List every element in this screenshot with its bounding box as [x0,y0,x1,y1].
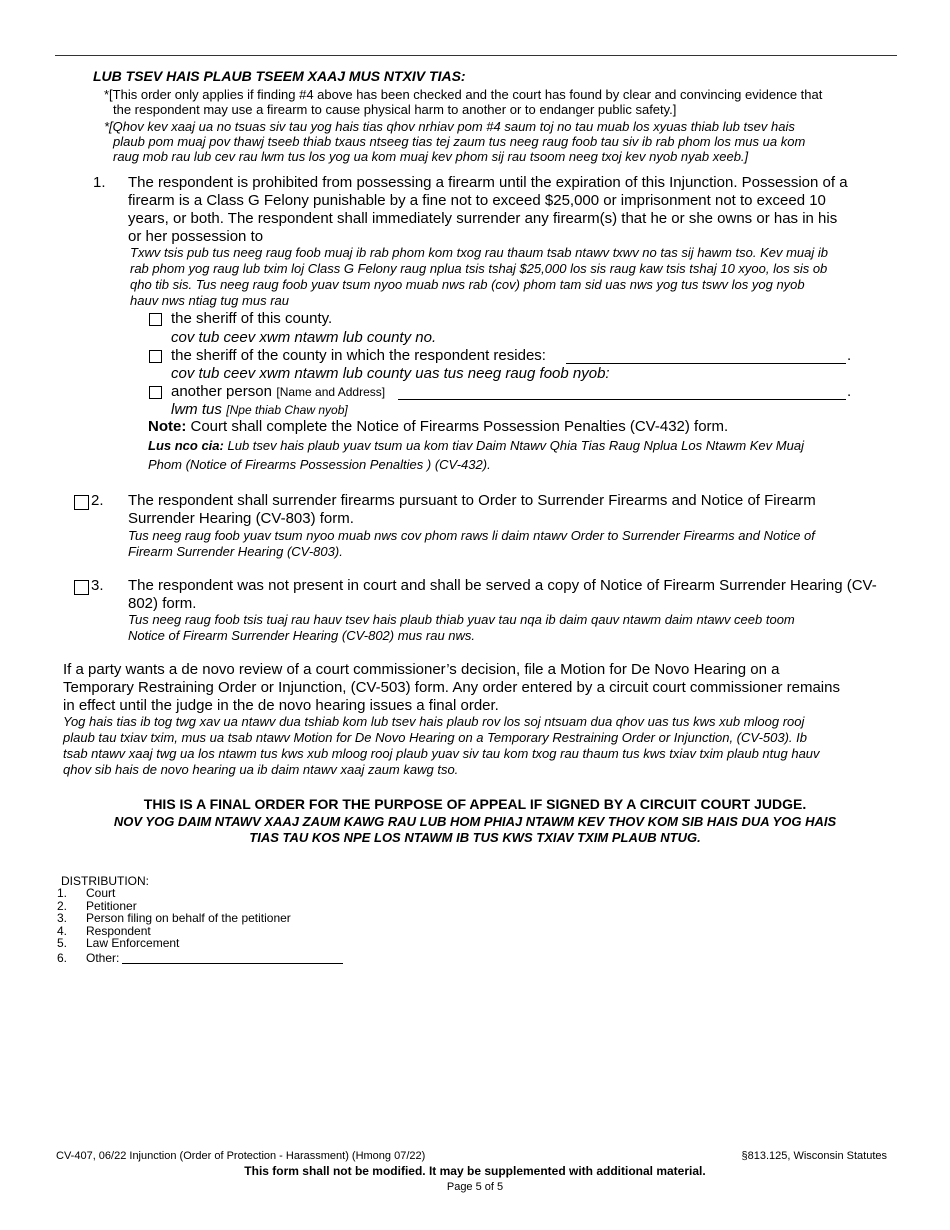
intro-english-2: the respondent may use a firearm to cause physical harm to another or to endanger public safety.] [113,102,677,117]
modification-notice: This form shall not be modified. It may be supplemented with additional material. [244,1164,706,1178]
item1-number: 1. [93,174,106,191]
item1-english-4: or her possession to [128,228,264,245]
option-another-person [171,383,385,401]
option-another-hmong [171,401,348,419]
option-another-hmong-label: lwm tus [171,401,222,418]
denovo-hmong-1: Yog hais tias ib tog twg xav ua ntawv dua tshiab kom lub tsev hais plaub rov los soj ntsuam dua qhov uas tus kws xub mloog rooj [63,714,805,729]
final-order-english: THIS IS A FINAL ORDER FOR THE PURPOSE OF APPEAL IF SIGNED BY A CIRCUIT COURT JUDGE. [143,796,807,812]
note-text: Court shall complete the Notice of Firearms Possession Penalties (CV-432) form. [190,418,729,435]
option-sheriff-resides-hmong: cov tub ceev xwm ntawm lub county uas tus neeg raug foob nyob: [171,365,610,382]
option-sheriff-county: the sheriff of this county. [171,310,333,327]
distribution-num: 2. [57,898,68,913]
other-distribution-field[interactable] [122,952,343,964]
note-hmong-text: Lub tsev hais plaub yuav tsum ua kom tiav Daim Ntawv Qhia Tias Raug Nplua Los Ntawm Kev Muaj [227,438,804,453]
item1-hmong-1: Txwv tsis pub tus neeg raug foob muaj ib rab phom kom txog rau thaum tsab ntawv txwv no tas sij hawm tso. Kev muaj ib [130,245,828,260]
item2-hmong-2: Firearm Surrender Hearing (CV-803). [128,544,343,559]
item2-english-1: The respondent shall surrender firearms pursuant to Order to Surrender Firearms and Notice of Firearm [128,492,816,509]
distribution-item [57,952,343,965]
item3-english-2: 802) form. [128,595,197,612]
distribution-item [57,937,343,950]
field-period: . [847,347,852,364]
option-another-label: another person [171,383,272,400]
item3-hmong-2: Notice of Firearm Surrender Hearing (CV-802) mus rau nws. [128,628,476,643]
field-period: . [847,383,852,400]
sheriff-county-field[interactable] [566,347,846,364]
form-id: CV-407, 06/22 Injunction (Order of Protection - Harassment) (Hmong 07/22) [56,1150,426,1162]
item1-hmong-2: rab phom yog raug lub txim loj Class G Felony raug nplua tsis tshaj $25,000 los sis raug kaw tsis tshaj 10 xyoo, los sis ob [130,261,828,276]
intro-hmong-2: plaub pom muaj pov thawj tseeb thiab txaus ntseeg tias tej zaum tus neeg raug foob tau siv ib rab phom los mus ua kom [113,134,806,149]
final-order-hmong-2: TIAS TAU KOS NPE LOS NTAWM IB TUS KWS TXIAV TXIM PLAUB NTUG. [249,830,701,845]
note-label: Note: [148,418,187,435]
page-number: Page 5 of 5 [446,1181,504,1193]
distribution-list [57,887,343,964]
item2-number: 2. [91,492,104,509]
item2-hmong-1: Tus neeg raug foob yuav tsum nyoo muab nws cov phom raws li daim ntawv Order to Surrender Firearms and Notice of [128,528,815,543]
denovo-english-3: in effect until the judge in the de novo hearing issues a final order. [63,697,499,714]
distribution-label: Petitioner [86,898,137,913]
top-rule [55,55,897,56]
item1-hmong-4: hauv nws ntiag tug mus rau [130,293,289,308]
item1-hmong-3: qho tib sis. Tus neeg raug foob yuav tsum nyoo muab nws rab (cov) phom tam sid uas nws yog tus tswv los yog nyob [130,277,805,292]
note-hmong-1 [148,438,804,454]
checkbox-item2[interactable] [74,494,89,512]
option-sheriff-resides: the sheriff of the county in which the respondent resides: [171,347,546,364]
distribution-label: Person filing on behalf of the petitioner [86,911,291,925]
section-heading: LUB TSEV HAIS PLAUB TSEEM XAAJ MUS NTXIV TIAS: [93,68,466,84]
option-another-hint: [Name and Address] [276,385,386,399]
denovo-hmong-3: tsab ntawv xaaj twg ua los ntawm tus kws xub mloog rooj plaub yuav siv tau kom txog rau thaum tus kws txiav txim plaub ntug hauv [63,746,820,761]
distribution-num: 6. [57,950,68,965]
final-order-hmong-1: NOV YOG DAIM NTAWV XAAJ ZAUM KAWG RAU LUB HOM PHIAJ NTAWM KEV THOV KOM SIB HAIS DUA YOG HAIS [113,814,837,829]
note-hmong-2: Phom (Notice of Firearms Possession Penalties ) (CV-432). [148,457,491,472]
distribution-num: 4. [57,923,68,938]
item3-hmong-1: Tus neeg raug foob tsis tuaj rau hauv tsev hais plaub thiab yuav tau nqa ib daim qauv ntawm daim ntawv ceeb toom [128,612,795,627]
distribution-num: 5. [57,936,68,950]
distribution-num: 1. [57,886,68,900]
item3-number: 3. [91,577,104,594]
distribution-num: 3. [57,911,68,925]
denovo-english-1: If a party wants a de novo review of a court commissioner’s decision, file a Motion for De Novo Hearing on a [63,661,780,678]
item1-english-2: firearm is a Class G Felony punishable by a fine not to exceed $25,000 or imprisonment not to exceed 10 [128,192,826,209]
item2-english-2: Surrender Hearing (CV-803) form. [128,510,354,527]
checkbox-another-person[interactable] [149,384,162,402]
item1-english-1: The respondent is prohibited from possessing a firearm until the expiration of this Injunction. Possession of a [128,174,848,191]
checkbox-item3[interactable] [74,579,89,597]
denovo-hmong-2: plaub tau txiav txim, mus ua tsab ntawv Motion for De Novo Hearing on a Temporary Restraining Order or Injunction, (CV-503). Ib [63,730,807,745]
denovo-hmong-4: qhov sib hais de novo hearing ua ib daim ntawv xaaj zaum kawg tso. [63,762,459,777]
item3-english-1: The respondent was not present in court and shall be served a copy of Notice of Firearm Surrender Hearing (CV- [128,577,877,594]
checkbox-sheriff-county[interactable] [149,311,162,329]
note-hmong-label: Lus nco cia: [148,438,224,453]
intro-hmong-1: *[Qhov kev xaaj ua no tsuas siv tau yog hais tias qhov nrhiav pom #4 saum toj no tau muab los xyuas thiab lub tsev hais [104,119,795,134]
distribution-title: DISTRIBUTION: [61,874,150,888]
statute-reference: §813.125, Wisconsin Statutes [741,1150,887,1162]
intro-hmong-3: raug mob rau lub cev rau lwm tus los yog ua kom muaj kev phom sij rau tsoom neeg txoj kev nyob nyab xeeb.] [113,149,749,164]
checkbox-sheriff-resides[interactable] [149,348,162,366]
another-person-field[interactable] [398,383,846,400]
item1-english-3: years, or both. The respondent shall immediately surrender any firearm(s) that he or she owns or has in his [128,210,838,227]
intro-english-1: *[This order only applies if finding #4 above has been checked and the court has found by clear and convincing evidence that [104,87,823,102]
denovo-english-2: Temporary Restraining Order or Injunction, (CV-503) form. Any order entered by a circuit court commissioner remains [63,679,840,696]
distribution-label: Other: [86,950,120,965]
distribution-label: Respondent [86,923,151,938]
option-sheriff-county-hmong: cov tub ceev xwm ntawm lub county no. [171,329,437,346]
note-english [148,418,728,436]
distribution-label: Law Enforcement [86,936,180,950]
distribution-label: Court [86,886,116,900]
option-another-hmong-hint: [Npe thiab Chaw nyob] [226,403,348,417]
